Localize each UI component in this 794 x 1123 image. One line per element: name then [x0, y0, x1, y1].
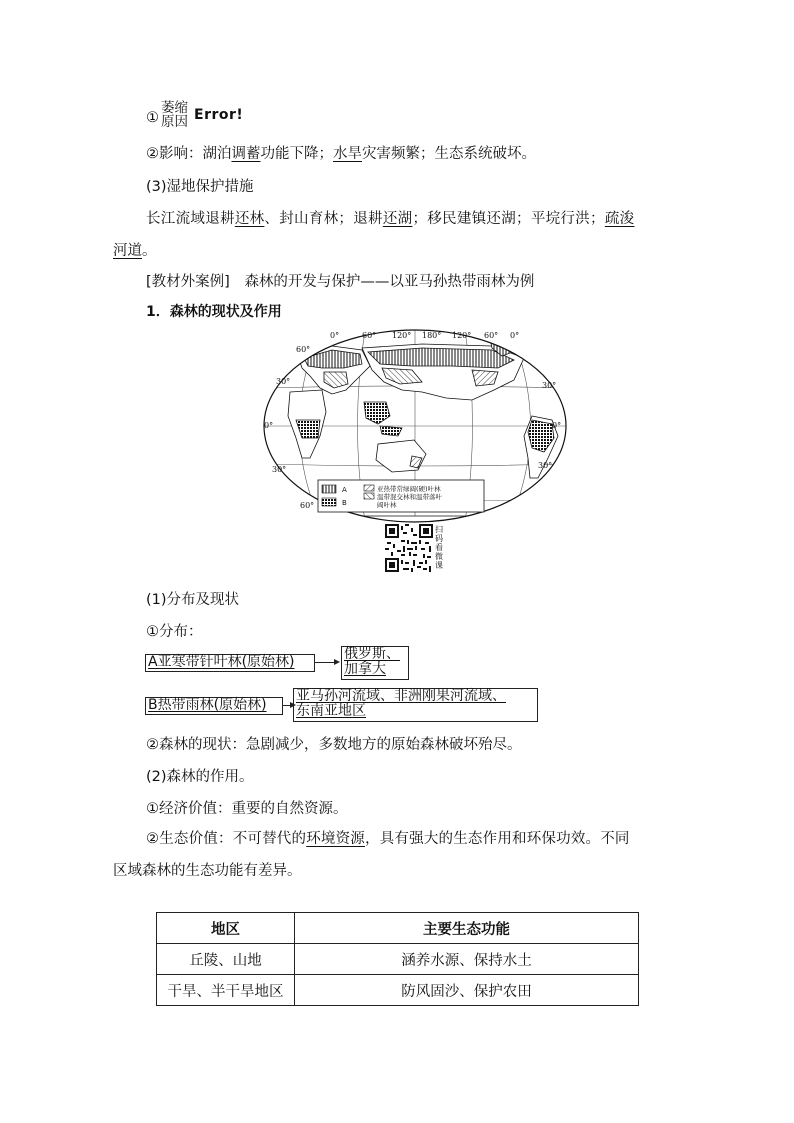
table-cell-region: 干旱、半干旱地区	[157, 975, 295, 1006]
distribution-sub1: ①分布：	[146, 624, 203, 640]
forest-status: ②森林的现状：急剧减少，多数地方的原始森林破坏殆尽。	[146, 737, 522, 753]
flow-a-dest-1: 俄罗斯、	[344, 646, 400, 662]
world-forest-map	[262, 328, 568, 524]
flow-b-dest-1: 亚马孙河流域、非洲刚果河流域、	[296, 688, 506, 704]
role-eco-p1: ②生态价值：不可替代的	[146, 831, 307, 847]
lon-label-1: 0°	[330, 331, 340, 340]
flow-dest-b	[293, 688, 538, 722]
flow-arrow-a	[314, 662, 338, 663]
measures-line-2	[113, 239, 157, 260]
lon-label-2: 60°	[362, 331, 377, 340]
table-cell-function: 防风固沙、保护农田	[295, 975, 639, 1006]
measures-p3: ；移民建镇还湖；平垸行洪；	[412, 211, 605, 227]
flow-box-a	[145, 654, 315, 672]
lon-label-6: 60°	[484, 331, 499, 340]
qr-code[interactable]	[385, 524, 433, 572]
lon-label-4: 180°	[422, 331, 442, 340]
eco-function-table	[156, 912, 639, 1006]
lat-label-0: 0°	[264, 421, 274, 430]
qr-label: 扫码看微课	[435, 525, 443, 570]
role-ecological-line-1	[146, 827, 630, 848]
measures-u2: 还湖	[382, 211, 413, 227]
table-cell-function: 涵养水源、保持水土	[295, 944, 639, 975]
lat-label-30n: 30°	[276, 377, 291, 386]
table-header-region: 地区	[157, 913, 295, 944]
measures-line-1	[146, 207, 634, 228]
measures-u1: 还林	[234, 211, 265, 227]
measures-end: 。	[142, 243, 157, 259]
legend-a: A	[342, 486, 347, 494]
lon-label-5: 120°	[452, 331, 472, 340]
case-title-text: 森林的开发与保护——以亚马孙热带雨林为例	[244, 274, 535, 290]
section-1-heading: 1．森林的现状及作用	[146, 304, 282, 320]
lat-label-30n-right: 30°	[542, 381, 557, 390]
role-eco-p2: ，具有强大的生态作用和环保功效。不同	[365, 831, 630, 847]
flow-b-label: B热带雨林(原始林)	[148, 697, 267, 713]
legend-b: B	[342, 499, 347, 507]
legend-c2: 温带混交林和温带落叶	[377, 493, 442, 501]
table-header-function: 主要生态功能	[295, 913, 639, 944]
impact-line	[146, 142, 536, 163]
map-legend	[318, 480, 484, 512]
impact-suffix: 灾害频繁；生态系统破坏。	[362, 146, 536, 162]
table-header-row	[157, 913, 639, 944]
lat-label-0-right: 0°	[552, 421, 562, 430]
measures-u3: 疏浚	[604, 211, 635, 227]
error-text: Error!	[194, 107, 244, 123]
lat-label-60s: 60°	[300, 501, 315, 510]
lat-label-30s-right: 30°	[538, 461, 553, 470]
item-1-number: ①	[146, 110, 159, 126]
item-1-top: 萎缩	[161, 100, 188, 116]
measures-heading: (3)湿地保护措施	[146, 179, 254, 195]
item-1-bottom: 原因	[161, 114, 188, 130]
impact-prefix: ②影响：湖泊	[146, 146, 232, 162]
table-row	[157, 944, 639, 975]
table-cell-region: 丘陵、山地	[157, 944, 295, 975]
flow-box-b	[145, 697, 283, 715]
role-ecological-line-2: 区域森林的生态功能有差异。	[113, 863, 302, 879]
measures-p2: 、封山育林；退耕	[264, 211, 383, 227]
role-economic: ①经济价值：重要的自然资源。	[146, 801, 348, 817]
flow-a-label: A亚寒带针叶林(原始林)	[148, 654, 295, 670]
flow-b-dest-2: 东南亚地区	[296, 703, 366, 719]
case-tag: [教材外案例]	[146, 274, 230, 290]
lat-label-30s: 30°	[272, 465, 287, 474]
table-row	[157, 975, 639, 1006]
legend-c1: 亚热带常绿阔(硬)叶林	[377, 485, 441, 493]
lon-label-3: 120°	[392, 331, 412, 340]
flow-a-dest-2: 加拿大	[344, 661, 386, 677]
role-eco-underline: 环境资源	[306, 831, 366, 847]
legend-c3: 阔叶林	[377, 501, 397, 509]
measures-p1: 长江流域退耕	[146, 211, 235, 227]
lon-label-7: 0°	[510, 331, 520, 340]
lat-label-60n: 60°	[296, 345, 311, 354]
item-1-stack	[161, 101, 188, 129]
measures-u4: 河道	[113, 243, 142, 259]
role-heading: (2)森林的作用。	[146, 769, 254, 785]
impact-underline-1: 调蓄	[231, 146, 261, 162]
distribution-heading: (1)分布及现状	[146, 592, 240, 608]
case-title	[146, 270, 534, 291]
impact-mid: 功能下降；	[260, 146, 333, 162]
impact-underline-2: 水旱	[333, 146, 362, 162]
flow-dest-a	[341, 646, 409, 680]
